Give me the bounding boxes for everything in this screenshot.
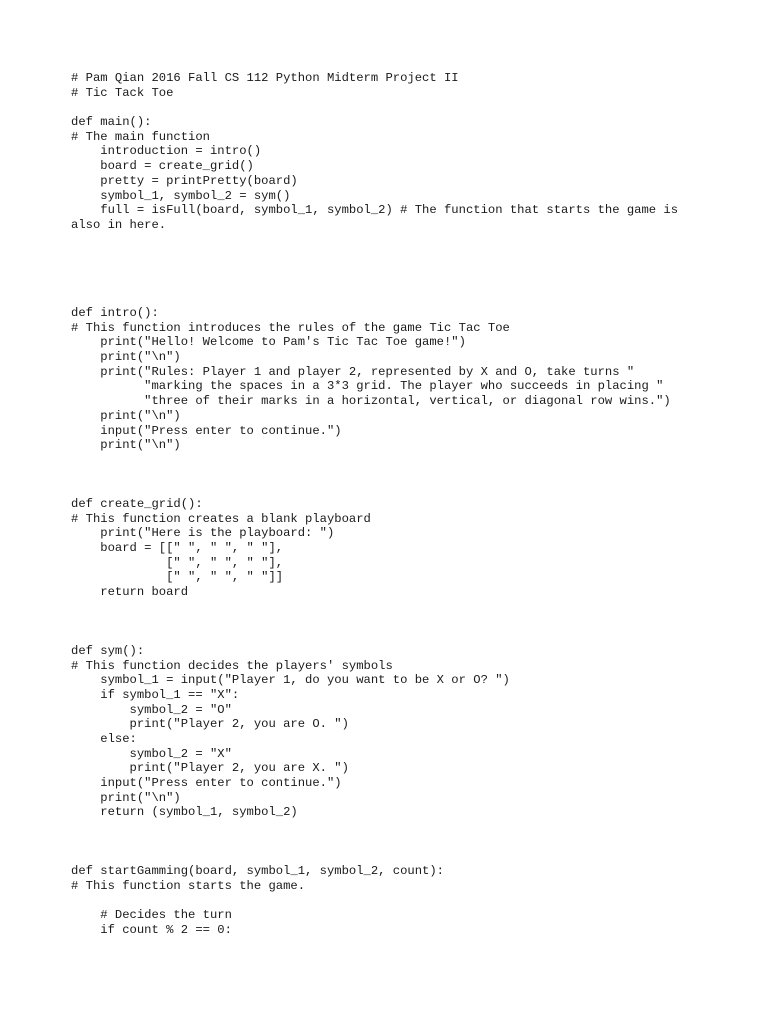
code-line [71, 233, 731, 248]
code-line: symbol_2 = "O" [71, 702, 232, 717]
code-line: def intro(): [71, 306, 159, 320]
code-line: if count % 2 == 0: [71, 922, 232, 937]
code-line: print("Player 2, you are X. ") [71, 761, 349, 776]
code-line: print("\n") [71, 350, 181, 365]
code-line: # Tic Tack Toe [71, 85, 174, 100]
code-line: if symbol_1 == "X": [71, 687, 240, 702]
code-line [71, 277, 731, 292]
code-line [71, 629, 731, 644]
code-line: # This function creates a blank playboard [71, 511, 371, 526]
code-line: print("\n") [71, 408, 181, 423]
code-line: print("\n") [71, 790, 181, 805]
code-line: else: [71, 731, 137, 746]
code-line: board = create_grid() [71, 159, 254, 174]
code-line: full = isFull(board, symbol_1, symbol_2) # The function that starts the game is [71, 203, 679, 218]
code-line [71, 835, 731, 850]
code-line [71, 291, 731, 306]
code-line: return board [71, 585, 189, 600]
code-line [71, 820, 731, 835]
code-line: print("Here is the playboard: ") [71, 526, 335, 541]
code-line [71, 614, 731, 629]
code-line: # Decides the turn [71, 908, 232, 923]
code-line [71, 247, 731, 262]
code-line: introduction = intro() [71, 144, 262, 159]
code-line [71, 894, 731, 909]
code-line: # Pam Qian 2016 Fall CS 112 Python Midterm Project II [71, 71, 459, 85]
code-line: "marking the spaces in a 3*3 grid. The player who succeeds in placing " [71, 379, 664, 394]
code-line: print("Player 2, you are O. ") [71, 717, 349, 732]
code-line: print("\n") [71, 438, 181, 453]
code-line: def sym(): [71, 643, 145, 658]
code-line: board = [[" ", " ", " "], [71, 541, 284, 555]
code-line: def create_grid(): [71, 496, 203, 511]
code-line [71, 262, 731, 277]
code-line [71, 849, 731, 864]
code-listing [71, 71, 731, 938]
code-line: symbol_1 = input("Player 1, do you want to be X or O? ") [71, 673, 510, 688]
code-line: print("Hello! Welcome to Pam's Tic Tac Toe game!") [71, 335, 466, 350]
code-line: symbol_1, symbol_2 = sym() [71, 188, 291, 203]
code-line: # This function starts the game. [71, 878, 306, 893]
code-line: print("Rules: Player 1 and player 2, represented by X and O, take turns " [71, 364, 635, 379]
code-line: pretty = printPretty(board) [71, 173, 298, 188]
code-line [71, 100, 731, 115]
code-line: input("Press enter to continue.") [71, 423, 342, 438]
code-line [71, 600, 731, 615]
code-line [71, 453, 731, 468]
code-line: def main(): [71, 115, 152, 130]
code-line: # The main function [71, 129, 210, 144]
code-line [71, 468, 731, 483]
code-line: symbol_2 = "X" [71, 746, 232, 761]
code-line: # This function introduces the rules of the game Tic Tac Toe [71, 320, 510, 335]
code-line: return (symbol_1, symbol_2) [71, 805, 298, 820]
code-line: def startGamming(board, symbol_1, symbol_2, count): [71, 864, 444, 879]
code-line: also in here. [71, 217, 167, 232]
code-line: # This function decides the players' symbols [71, 658, 393, 673]
code-line [71, 482, 731, 497]
code-line: input("Press enter to continue.") [71, 776, 342, 790]
code-line: [" ", " ", " "], [71, 555, 284, 570]
code-line: [" ", " ", " "]] [71, 570, 284, 585]
code-line: "three of their marks in a horizontal, vertical, or diagonal row wins.") [71, 394, 671, 409]
